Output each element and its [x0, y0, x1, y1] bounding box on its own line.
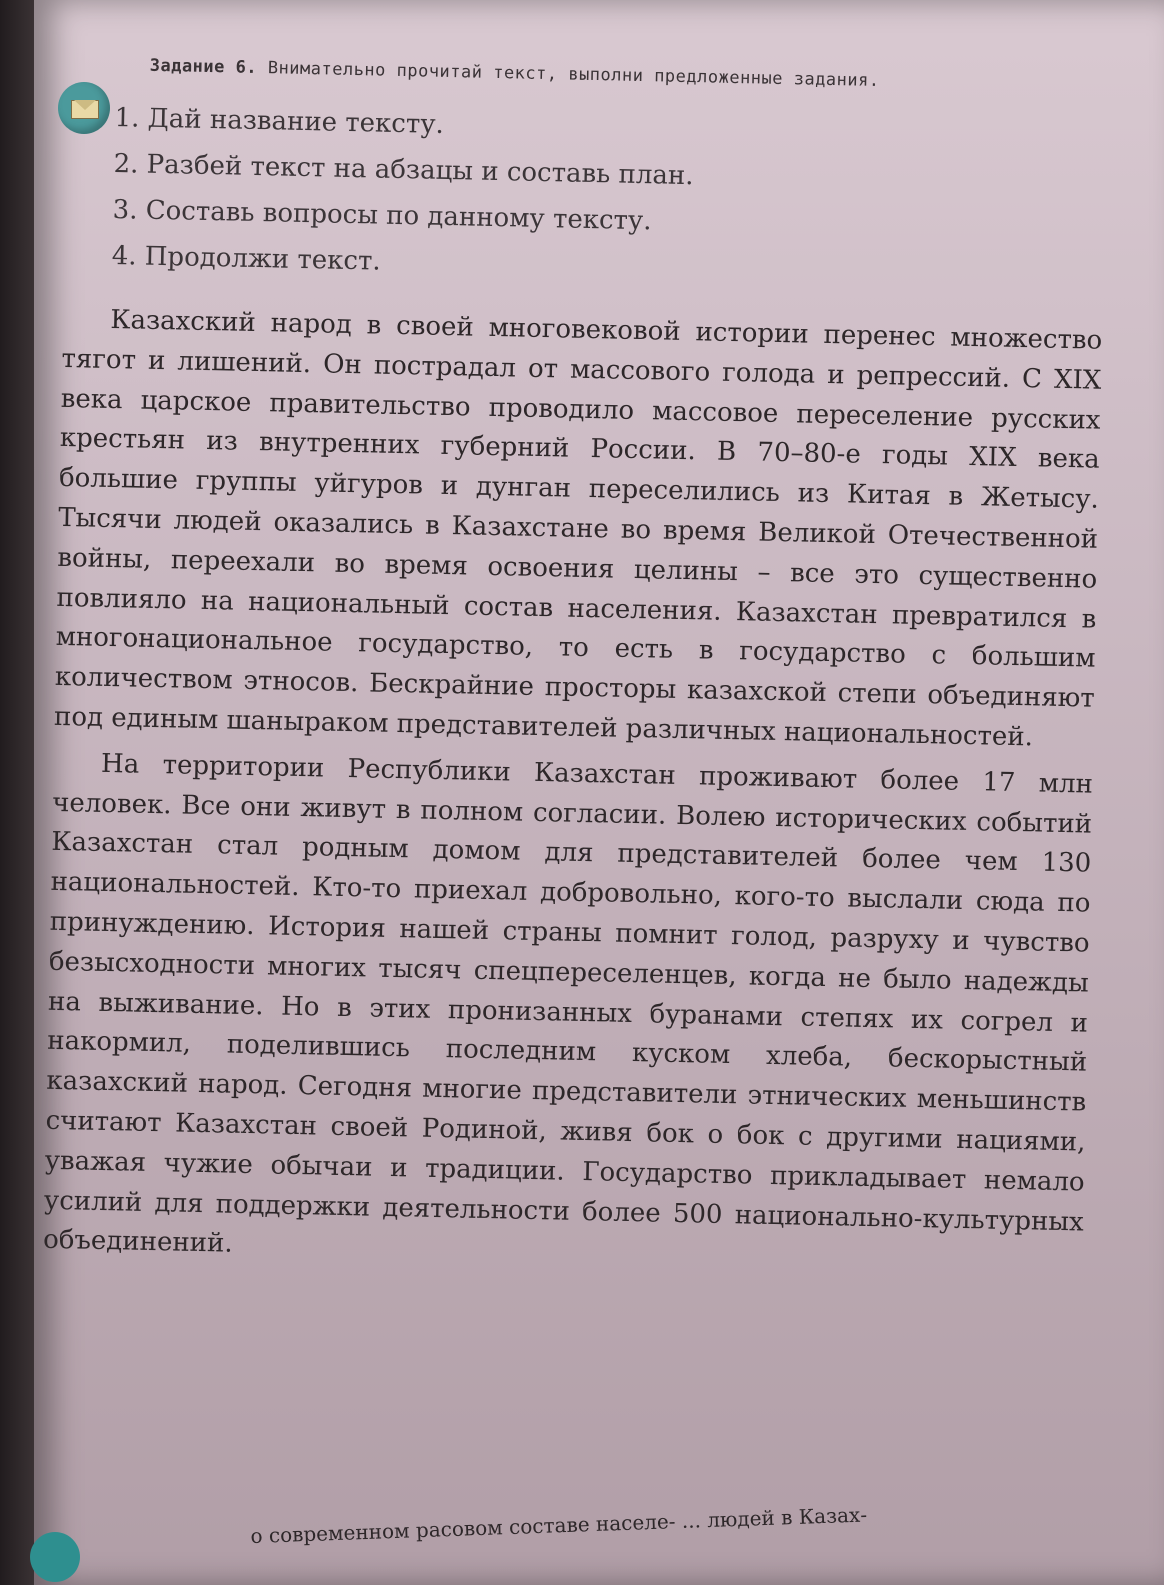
task-list: [111, 95, 1107, 300]
text-paragraph-1: Казахский народ в своей многовековой истории перенес множество тягот и лишений. Он пострадал от массового голода и репрессий. С XIX века царское правительство проводило массовое переселение русских крестьян из внутренних губерний России. В 70–80-е годы XIX века большие группы уйгуров и дунган переселились из Китая в Жетысу. Тысячи людей оказались в Казахстане во время Великой Отечественной войны, переехали во время освоения целины – все это существенно повлияло на национальный состав населения. Казахстан превратился в многонациональное государство, то есть в государство с большим количеством этносов. Бескрайние просторы казахской степи объединяют под единым шаныраком представителей различных национальностей.: [53, 304, 1103, 753]
task-item: 2. Разбей текст на абзацы и составь план.: [113, 148, 694, 192]
task-title: Задание 6.: [149, 55, 258, 78]
task-item: 3. Составь вопросы по данному тексту.: [112, 194, 652, 237]
text-paragraph-2: На территории Республики Казахстан проживают более 17 млн человек. Все они живут в полном согласии. Волею исторических событий Казахстан стал родным домом для представителей более чем 130 национальностей. Кто-то приехал добровольно, кого-то выслали сюда по принуждению. История нашей страны помнит голод, разруху и чувство безысходности многих тысяч спецпереселенцев, когда не было надежды на выживание. Но в этих пронизанных буранами степях их согрел и накормил, поделившись последним куском хлеба, бескорыстный казахский народ. Сегодня многие представители этнических меньшинств считают Казахстан своей Родиной, живя бок о бок с другими нациями, уважая чужие обычаи и традиции. Государство прикладывает немало усилий для поддержки деятельности более 500 национально-культурных объединений.: [42, 748, 1094, 1260]
section-icon: [30, 1532, 80, 1582]
task-item: 4. Продолжи текст.: [111, 240, 381, 277]
next-task-partial-text: о современном расовом составе населе- ... людей в Казах-: [250, 1502, 868, 1548]
task-instruction: Внимательно прочитай текст, выполни предложенные задания.: [267, 58, 880, 92]
task-item: 1. Дай название тексту.: [114, 102, 445, 140]
book-spine-shadow: [0, 0, 34, 1585]
page-content: [43, 52, 1108, 1287]
